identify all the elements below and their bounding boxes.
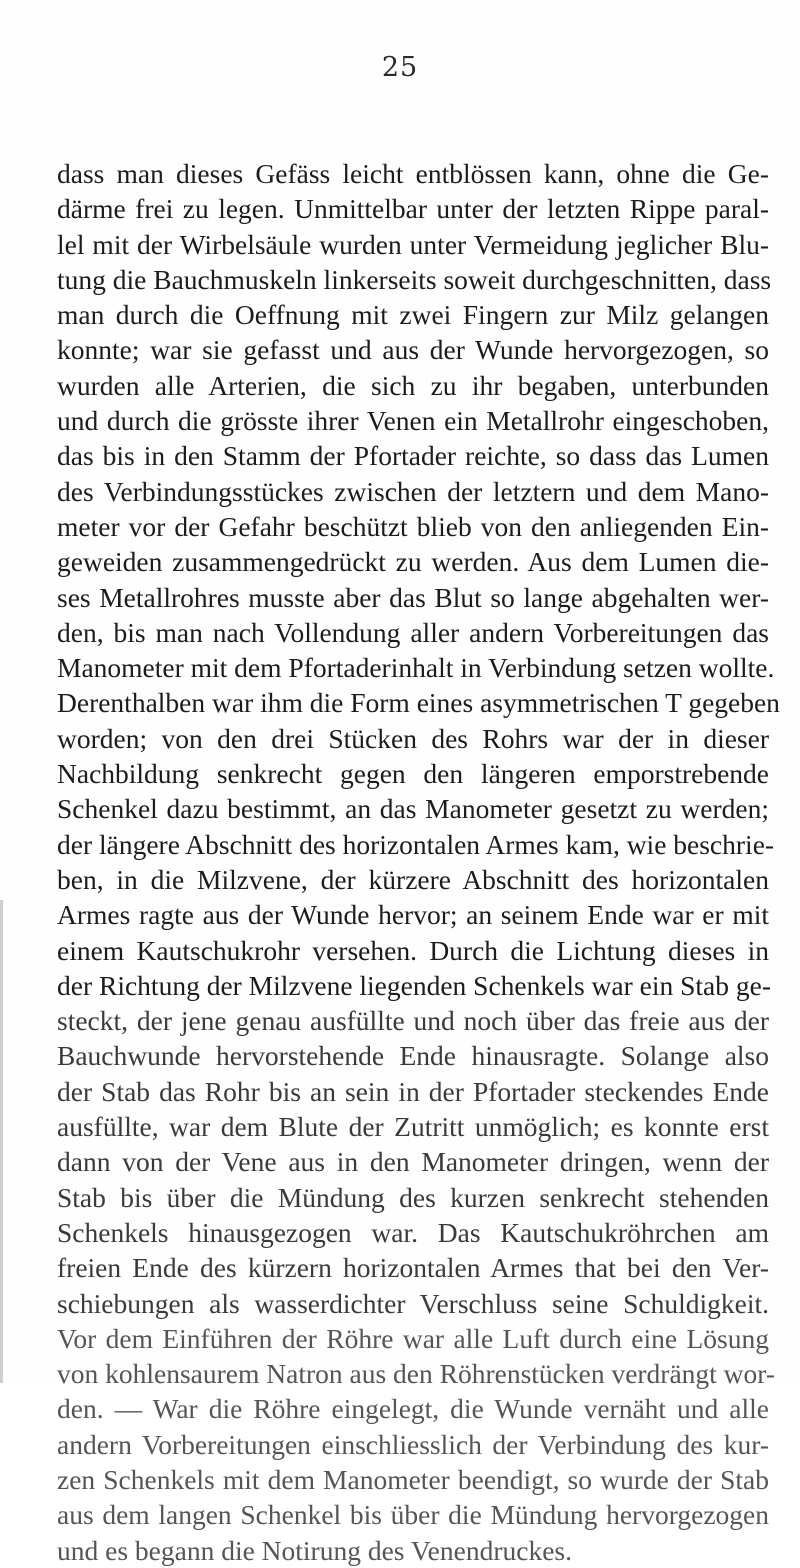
text-line: zen Schenkels mit dem Manometer beendigt, so wurde der Stab [57,1463,769,1495]
text-line: der Richtung der Milzvene liegenden Schenkels war ein Stab ge- [57,969,772,1001]
text-line: wurden alle Arterien, die sich zu ihr begaben, unterbunden [57,369,769,401]
text-line: Schenkels hinausgezogen war. Das Kautschukröhrchen am [57,1216,769,1248]
text-line: därme frei zu legen. Unmittelbar unter der letzten Rippe paral- [57,193,769,225]
text-line: des Verbindungsstückes zwischen der letztern und dem Mano- [57,475,769,507]
text-line: und durch die grösste ihrer Venen ein Metallrohr eingeschoben, [57,405,769,437]
text-line: Vor dem Einführen der Röhre war alle Luft durch eine Lösung [57,1322,769,1354]
text-line: geweiden zusammengedrückt zu werden. Aus dem Lumen die- [57,546,769,578]
text-line: Bauchwunde hervorstehende Ende hinausragte. Solange also [57,1040,769,1072]
text-line: aus dem langen Schenkel bis über die Mündung hervorgezogen [57,1499,769,1531]
text-line: dann von der Vene aus in den Manometer dringen, wenn der [57,1146,769,1178]
text-line: meter vor der Gefahr beschützt blieb von den anliegenden Ein- [57,510,769,542]
text-line: den, bis man nach Vollendung aller andern Vorbereitungen das [57,616,769,648]
text-line: worden; von den drei Stücken des Rohrs war der in dieser [57,722,769,754]
text-line: und es begann die Notirung des Venendruckes. [57,1534,572,1566]
text-line: konnte; war sie gefasst und aus der Wunde hervorgezogen, so [57,334,769,366]
text-line: steckt, der jene genau ausfüllte und noch über das freie aus der [57,1005,769,1037]
text-line: man durch die Oeffnung mit zwei Fingern zur Milz gelangen [57,299,769,331]
text-line: ausfüllte, war dem Blute der Zutritt unmöglich; es konnte erst [57,1111,769,1143]
text-line: andern Vorbereitungen einschliesslich der Verbindung des kur- [57,1428,769,1460]
text-line: den. — War die Röhre eingelegt, die Wunde vernäht und alle [57,1393,769,1425]
text-line: das bis in den Stamm der Pfortader reichte, so dass das Lumen [57,440,769,472]
text-line: Stab bis über die Mündung des kurzen senkrecht stehenden [57,1181,769,1213]
text-line: einem Kautschukrohr versehen. Durch die Lichtung dieses in [57,934,769,966]
text-line: Armes ragte aus der Wunde hervor; an seinem Ende war er mit [57,899,769,931]
text-line: dass man dieses Gefäss leicht entblössen kann, ohne die Ge- [57,158,769,189]
text-line: der längere Abschnitt des horizontalen Armes kam, wie beschrie- [57,828,775,860]
text-line: Derenthalben war ihm die Form eines asymmetrischen T gegeben [57,687,780,719]
text-line: Nachbildung senkrecht gegen den längeren emporstrebende [57,758,769,790]
scan-edge-mark [0,900,3,1383]
text-line: ses Metallrohres musste aber das Blut so lange abgehalten wer- [57,581,769,613]
text-line: tung die Bauchmuskeln linkerseits soweit durchgeschnitten, dass [57,263,772,295]
page-number: 25 [381,52,419,83]
text-line: Manometer mit dem Pfortaderinhalt in Verbindung setzen wollte. [57,652,775,684]
text-line: freien Ende des kürzern horizontalen Armes that bei den Ver- [57,1252,769,1284]
text-line: von kohlensaurem Natron aus den Röhrenstücken verdrängt wor- [57,1358,776,1390]
body-text [57,156,780,1568]
text-line: ben, in die Milzvene, der kürzere Abschnitt des horizontalen [57,863,769,895]
text-line: lel mit der Wirbelsäule wurden unter Vermeidung jeglicher Blu- [57,228,769,260]
text-line: Schenkel dazu bestimmt, an das Manometer gesetzt zu werden; [57,793,769,825]
text-line: der Stab das Rohr bis an sein in der Pfortader steckendes Ende [57,1075,769,1107]
text-line: schiebungen als wasserdichter Verschluss seine Schuldigkeit. [57,1287,769,1319]
